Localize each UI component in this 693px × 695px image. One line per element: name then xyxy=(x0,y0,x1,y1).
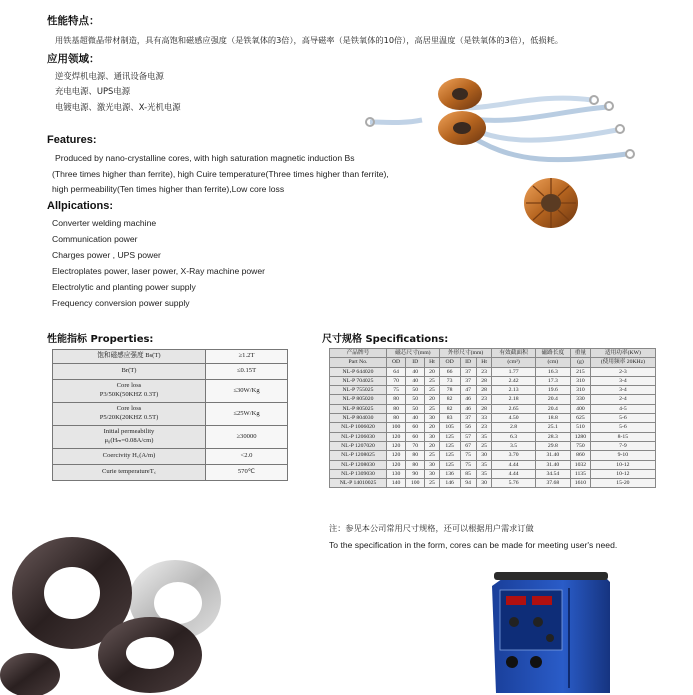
property-name xyxy=(53,403,206,426)
spec-cell: 3.5 xyxy=(492,441,535,450)
spec-cell: 100 xyxy=(387,423,406,432)
spec-cell: 4-5 xyxy=(590,404,655,413)
part-number-cell: NL-P 14010025 xyxy=(330,479,387,488)
part-number-cell: NL-P 804030 xyxy=(330,414,387,423)
cn-application-item: 电镀电源、激光电源、X-光机电源 xyxy=(55,102,181,112)
table-row xyxy=(330,414,656,423)
header-cell: Part No. xyxy=(330,358,387,367)
spec-cell: 64 xyxy=(387,367,406,376)
header-cell: 产品牌号 xyxy=(330,349,387,358)
spec-cell: 73 xyxy=(439,376,460,385)
table-row xyxy=(330,376,656,385)
header-cell: 外形尺寸(mm) xyxy=(439,349,492,358)
part-number-cell: NL-P 1309030 xyxy=(330,469,387,478)
spec-cell: 85 xyxy=(460,469,476,478)
header-cell: Ht xyxy=(425,358,439,367)
spec-cell: 100 xyxy=(406,479,425,488)
part-number-cell: NL-P 644020 xyxy=(330,367,387,376)
spec-cell: 20.4 xyxy=(535,395,570,404)
spec-cell: 20 xyxy=(425,441,439,450)
header-cell: OD xyxy=(387,358,406,367)
spec-cell: 120 xyxy=(387,432,406,441)
part-number-cell: NL-P 805020 xyxy=(330,395,387,404)
spec-cell: 1280 xyxy=(571,432,591,441)
spec-cell: 120 xyxy=(387,451,406,460)
spec-cell: 105 xyxy=(439,423,460,432)
spec-cell: 6.3 xyxy=(492,432,535,441)
property-value: <2.0 xyxy=(206,449,288,465)
spec-cell: 1135 xyxy=(571,469,591,478)
spec-cell: 25 xyxy=(476,441,492,450)
spec-cell: 3-4 xyxy=(590,386,655,395)
spec-cell: 90 xyxy=(406,469,425,478)
spec-cell: 20 xyxy=(425,423,439,432)
spec-cell: 50 xyxy=(406,386,425,395)
table-row xyxy=(330,423,656,432)
spec-cell: 20 xyxy=(425,367,439,376)
spec-cell: 82 xyxy=(439,395,460,404)
table-row xyxy=(330,460,656,469)
properties-heading: 性能指标 Properties: xyxy=(47,334,154,345)
table-row xyxy=(53,465,288,481)
spec-cell: 47 xyxy=(460,386,476,395)
spec-cell: 23 xyxy=(476,367,492,376)
spec-cell: 46 xyxy=(460,404,476,413)
spec-cell: 125 xyxy=(439,451,460,460)
property-value: ≤30W/Kg xyxy=(206,380,288,403)
spec-cell: 5.76 xyxy=(492,479,535,488)
part-number-cell: NL-P 1006020 xyxy=(330,423,387,432)
spec-cell: 60 xyxy=(406,423,425,432)
spec-cell: 23 xyxy=(476,395,492,404)
spec-cell: 80 xyxy=(406,451,425,460)
part-number-cell: NL-P 704025 xyxy=(330,376,387,385)
table-row xyxy=(53,350,288,364)
spec-cell: 25 xyxy=(425,376,439,385)
en-features-heading: Features: xyxy=(47,134,97,146)
choke-with-leads-image xyxy=(362,72,674,178)
property-value: 570℃ xyxy=(206,465,288,481)
spec-cell: 75 xyxy=(460,460,476,469)
spec-cell: 37 xyxy=(460,414,476,423)
table-row xyxy=(330,441,656,450)
spec-cell: 80 xyxy=(387,404,406,413)
spec-cell: 30 xyxy=(476,479,492,488)
spec-cell: 29.8 xyxy=(535,441,570,450)
spec-cell: 125 xyxy=(439,432,460,441)
spec-cell: 25 xyxy=(425,386,439,395)
header-cell: Ht xyxy=(476,358,492,367)
spec-cell: 34.54 xyxy=(535,469,570,478)
spec-cell: 1610 xyxy=(571,479,591,488)
spec-cell: 31.40 xyxy=(535,460,570,469)
spec-cell: 25.1 xyxy=(535,423,570,432)
property-value: ≤0.15T xyxy=(206,364,288,380)
spec-cell: 35 xyxy=(476,460,492,469)
spec-cell: 94 xyxy=(460,479,476,488)
spec-cell: 35 xyxy=(476,469,492,478)
spec-cell: 40 xyxy=(406,414,425,423)
property-name-line2: P5/20K(20KHZ 0.5T) xyxy=(99,414,159,421)
spec-cell: 140 xyxy=(387,479,406,488)
spec-cell: 82 xyxy=(439,404,460,413)
spec-cell: 46 xyxy=(460,395,476,404)
spec-cell: 15-20 xyxy=(590,479,655,488)
table-header-row xyxy=(330,358,656,367)
header-cell: 磁芯尺寸(mm) xyxy=(387,349,440,358)
spec-cell: 30 xyxy=(425,432,439,441)
spec-cell: 30 xyxy=(476,451,492,460)
en-application-item: Frequency conversion power supply xyxy=(52,298,190,308)
part-number-cell: NL-P 755025 xyxy=(330,386,387,395)
spec-cell: 35 xyxy=(476,432,492,441)
en-application-item: Electrolytic and planting power supply xyxy=(52,282,196,292)
header-cell: 适用功率(KW) xyxy=(590,349,655,358)
property-name xyxy=(53,380,206,403)
header-cell: (g) xyxy=(571,358,591,367)
spec-cell: 80 xyxy=(387,414,406,423)
spec-cell: 2.42 xyxy=(492,376,535,385)
en-feature-line: (Three times higher than ferrite), high Cuire temperature(Three times higher than ferrite), xyxy=(52,169,389,179)
table-row xyxy=(330,386,656,395)
spec-cell: 125 xyxy=(439,460,460,469)
spec-cell: 20 xyxy=(425,395,439,404)
spec-cell: 30 xyxy=(425,460,439,469)
header-cell: OD xyxy=(439,358,460,367)
spec-cell: 7-9 xyxy=(590,441,655,450)
spec-cell: 10-12 xyxy=(590,469,655,478)
header-cell: 有效截面积 xyxy=(492,349,535,358)
spec-cell: 310 xyxy=(571,376,591,385)
property-name: Br(T) xyxy=(53,364,206,380)
property-name-line2: P3/50K(50KHZ 0.3T) xyxy=(99,391,159,398)
spec-cell: 750 xyxy=(571,441,591,450)
spec-cell: 18.8 xyxy=(535,414,570,423)
spec-cell: 60 xyxy=(406,432,425,441)
table-row xyxy=(53,403,288,426)
properties-table xyxy=(52,349,288,481)
spec-cell: 78 xyxy=(439,386,460,395)
spec-cell: 16.3 xyxy=(535,367,570,376)
spec-cell: 4.44 xyxy=(492,469,535,478)
spec-cell: 310 xyxy=(571,386,591,395)
header-cell: (cm²) xyxy=(492,358,535,367)
spec-cell: 2.65 xyxy=(492,404,535,413)
spec-cell: 9-10 xyxy=(590,451,655,460)
header-cell: ID xyxy=(406,358,425,367)
table-row xyxy=(330,479,656,488)
cn-features-heading: 性能特点： xyxy=(47,15,100,27)
spec-cell: 37 xyxy=(460,376,476,385)
spec-cell: 3.70 xyxy=(492,451,535,460)
spec-cell: 40 xyxy=(406,367,425,376)
spec-cell: 31.40 xyxy=(535,451,570,460)
table-row xyxy=(53,449,288,465)
spec-cell: 25 xyxy=(425,451,439,460)
part-number-cell: NL-P 1207020 xyxy=(330,441,387,450)
spec-cell: 125 xyxy=(439,441,460,450)
table-row xyxy=(330,451,656,460)
spec-cell: 215 xyxy=(571,367,591,376)
spec-cell: 400 xyxy=(571,404,591,413)
spec-cell: 510 xyxy=(571,423,591,432)
specifications-table xyxy=(329,348,656,488)
spec-cell: 130 xyxy=(387,469,406,478)
header-cell: ID xyxy=(460,358,476,367)
spec-cell: 10-12 xyxy=(590,460,655,469)
spec-cell: 3-4 xyxy=(590,376,655,385)
spec-cell: 23 xyxy=(476,423,492,432)
spec-cell: 28 xyxy=(476,376,492,385)
en-application-item: Electroplates power, laser power, X-Ray machine power xyxy=(52,266,266,276)
cn-application-item: 充电电源、UPS电源 xyxy=(55,86,131,96)
property-name: 饱和磁感应强度 Bs(T) xyxy=(53,350,206,364)
spec-cell: 70 xyxy=(387,376,406,385)
cn-features-text: 用铁基超微晶带材制造，具有高饱和磁感应强度（是铁氧体的3倍），高导磁率（是铁氧体的10倍），高居里温度（是铁氧体的3倍），低损耗。 xyxy=(55,35,563,45)
spec-cell: 40 xyxy=(406,376,425,385)
spec-cell: 2.8 xyxy=(492,423,535,432)
table-row xyxy=(53,426,288,449)
table-row xyxy=(330,404,656,413)
spec-cell: 20.4 xyxy=(535,404,570,413)
spec-cell: 57 xyxy=(460,432,476,441)
header-cell: 磁路长度 xyxy=(535,349,570,358)
spec-cell: 37.68 xyxy=(535,479,570,488)
spec-cell: 50 xyxy=(406,395,425,404)
en-feature-line: Produced by nano-crystalline cores, with high saturation magnetic induction Bs xyxy=(55,153,355,163)
property-name-line2: μ₀(Hₘ=0.08A/cm) xyxy=(104,437,154,444)
property-name-line1: Core loss xyxy=(116,405,142,413)
spec-cell: 28 xyxy=(476,386,492,395)
spec-cell: 28.3 xyxy=(535,432,570,441)
toroid-coil-image xyxy=(522,175,580,231)
property-name: Curie temperatureT꜀ xyxy=(53,465,206,481)
spec-cell: 4.44 xyxy=(492,460,535,469)
part-number-cell: NL-P 1208030 xyxy=(330,460,387,469)
table-row xyxy=(53,380,288,403)
spec-cell: 83 xyxy=(439,414,460,423)
spec-cell: 75 xyxy=(387,386,406,395)
spec-cell: 2.18 xyxy=(492,395,535,404)
spec-cell: 120 xyxy=(387,441,406,450)
property-value: ≥1.2T xyxy=(206,350,288,364)
spec-cell: 56 xyxy=(460,423,476,432)
spec-cell: 8-15 xyxy=(590,432,655,441)
spec-cell: 30 xyxy=(425,414,439,423)
spec-cell: 1032 xyxy=(571,460,591,469)
spec-cell: 70 xyxy=(406,441,425,450)
table-row xyxy=(330,432,656,441)
property-name xyxy=(53,426,206,449)
spec-note-en: To the specification in the form, cores can be made for meeting user's need. xyxy=(329,540,618,550)
part-number-cell: NL-P 1208025 xyxy=(330,451,387,460)
spec-cell: 33 xyxy=(476,414,492,423)
spec-cell: 5-6 xyxy=(590,414,655,423)
property-name-line1: Core loss xyxy=(116,382,142,390)
spec-cell: 75 xyxy=(460,451,476,460)
spec-cell: 37 xyxy=(460,367,476,376)
spec-cell: 25 xyxy=(425,404,439,413)
spec-cell: 80 xyxy=(406,460,425,469)
property-value: ≤25W/Kg xyxy=(206,403,288,426)
spec-cell: 146 xyxy=(439,479,460,488)
en-feature-line: high permeability(Ten times higher than ferrite),Low core loss xyxy=(52,184,285,194)
spec-cell: 28 xyxy=(476,404,492,413)
en-application-item: Converter welding machine xyxy=(52,218,157,228)
spec-cell: 80 xyxy=(387,395,406,404)
spec-cell: 30 xyxy=(425,469,439,478)
property-name: Coercivity H꜀(A/m) xyxy=(53,449,206,465)
header-cell: (cm) xyxy=(535,358,570,367)
spec-cell: 19.6 xyxy=(535,386,570,395)
header-cell: 重量 xyxy=(571,349,591,358)
header-cell: (使用频率 20KHz) xyxy=(590,358,655,367)
spec-cell: 66 xyxy=(439,367,460,376)
welding-machine-image xyxy=(488,568,614,695)
en-application-item: Charges power , UPS power xyxy=(52,250,161,260)
en-applications-heading: Allpications: xyxy=(47,200,114,212)
toroidal-cores-image xyxy=(0,525,250,695)
spec-note-cn: 注：参见本公司常用尺寸规格，还可以根据用户需求订做 xyxy=(329,523,534,533)
spec-cell: 330 xyxy=(571,395,591,404)
en-application-item: Communication power xyxy=(52,234,138,244)
table-row xyxy=(330,469,656,478)
spec-cell: 625 xyxy=(571,414,591,423)
spec-cell: 120 xyxy=(387,460,406,469)
spec-cell: 17.3 xyxy=(535,376,570,385)
spec-cell: 2.13 xyxy=(492,386,535,395)
table-row xyxy=(330,367,656,376)
spec-cell: 5-6 xyxy=(590,423,655,432)
spec-cell: 50 xyxy=(406,404,425,413)
specifications-heading: 尺寸规格 Specifications: xyxy=(322,334,449,345)
spec-cell: 67 xyxy=(460,441,476,450)
cn-applications-heading: 应用领域： xyxy=(47,53,100,65)
spec-cell: 2-4 xyxy=(590,395,655,404)
table-row xyxy=(53,364,288,380)
part-number-cell: NL-P 1206030 xyxy=(330,432,387,441)
spec-cell: 4.50 xyxy=(492,414,535,423)
part-number-cell: NL-P 805025 xyxy=(330,404,387,413)
spec-cell: 860 xyxy=(571,451,591,460)
spec-cell: 2-3 xyxy=(590,367,655,376)
spec-cell: 136 xyxy=(439,469,460,478)
cn-application-item: 逆变焊机电源、通讯设备电源 xyxy=(55,71,164,81)
table-header-row xyxy=(330,349,656,358)
table-row xyxy=(330,395,656,404)
property-name-line1: Initial permeability xyxy=(103,428,155,436)
spec-cell: 25 xyxy=(425,479,439,488)
spec-cell: 1.77 xyxy=(492,367,535,376)
property-value: ≥30000 xyxy=(206,426,288,449)
